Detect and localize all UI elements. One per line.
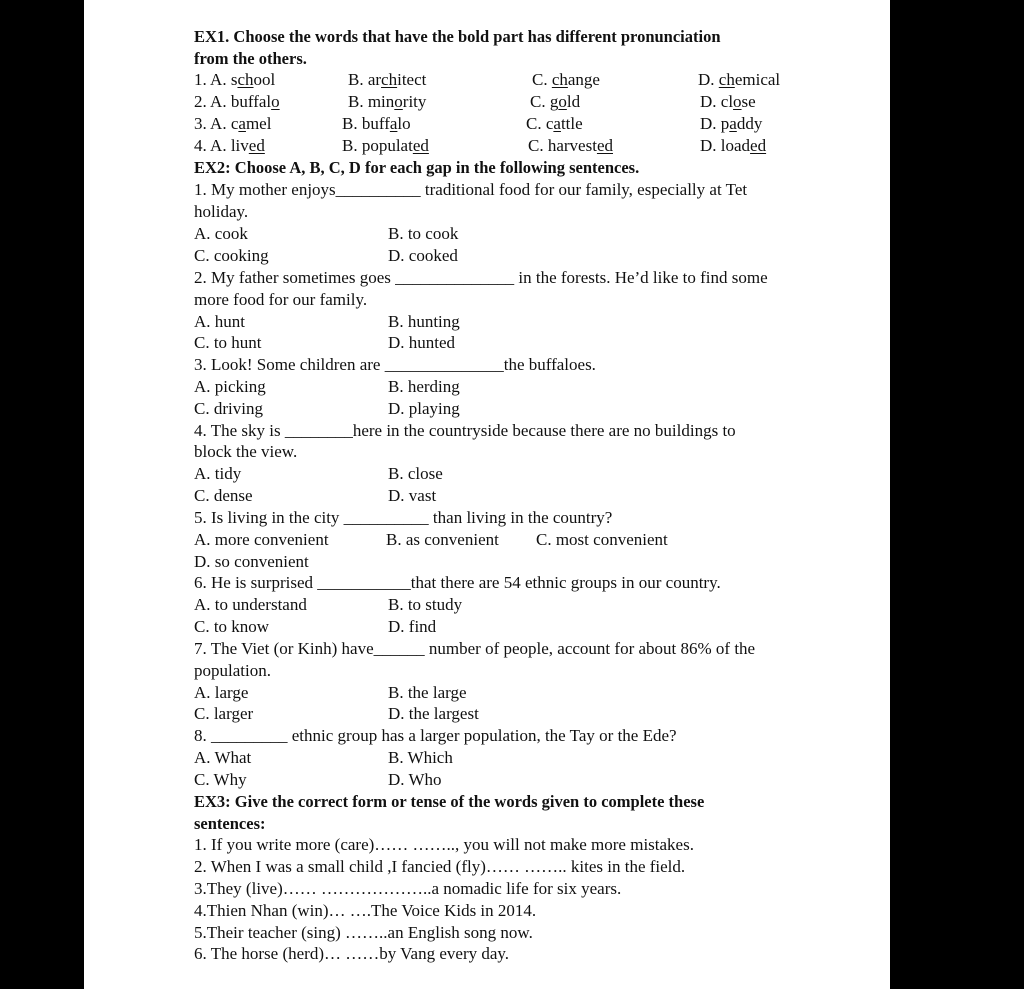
ex1-option: 2. A. buffalo (194, 92, 280, 111)
ex1-heading: EX1. Choose the words that have the bold part has different pronunciation (194, 27, 721, 46)
worksheet-page (84, 0, 890, 989)
option-c: C. larger (194, 704, 254, 723)
option-d: D. playing (388, 399, 460, 418)
ex2-q5-options-abc (194, 529, 894, 550)
ex2-q7-options-cd (194, 703, 894, 724)
ex3-heading-cont: sentences: (194, 814, 266, 833)
ex2-q3-options-ab (194, 376, 894, 397)
option-b: B. Which (388, 748, 453, 767)
ex2-q4-options-cd (194, 485, 894, 506)
option-b: B. hunting (388, 312, 460, 331)
option-c: C. dense (194, 486, 253, 505)
ex1-row-4 (194, 135, 894, 156)
ex2-q4-options-ab (194, 463, 894, 484)
ex2-q2-text: 2. My father sometimes goes ______________ in the forests. He’d like to find some (194, 268, 768, 287)
option-b: B. close (388, 464, 443, 483)
option-b: B. to cook (388, 224, 459, 243)
ex3-item-5: 5.Their teacher (sing) ……..an English song now. (194, 923, 533, 942)
ex2-q8-options-cd (194, 769, 894, 790)
option-a: A. large (194, 683, 249, 702)
ex1-option: D. close (700, 92, 756, 111)
ex3-item-6: 6. The horse (herd)… ……by Vang every day. (194, 944, 510, 963)
option-a: A. to understand (194, 595, 307, 614)
ex2-q6-options-cd (194, 616, 894, 637)
ex2-q6-options-ab (194, 594, 894, 615)
ex3-item-4: 4.Thien Nhan (win)… ….The Voice Kids in 2014. (194, 901, 537, 920)
option-c: C. most convenient (536, 530, 668, 549)
ex2-q2-text-cont: more food for our family. (194, 290, 368, 309)
ex3-item-2: 2. When I was a small child ,I fancied (fly)…… …….. kites in the field. (194, 857, 686, 876)
ex2-q8-options-ab (194, 747, 894, 768)
ex3-item-1: 1. If you write more (care)…… …….., you will not make more mistakes. (194, 835, 694, 854)
ex1-option: C. change (532, 70, 600, 89)
ex2-q4-text-cont: block the view. (194, 442, 298, 461)
ex1-option: D. paddy (700, 114, 763, 133)
ex2-q3-options-cd (194, 398, 894, 419)
option-a: A. hunt (194, 312, 245, 331)
ex2-q1-options-cd (194, 245, 894, 266)
ex1-option: D. loaded (700, 136, 767, 155)
ex1-row-1 (194, 69, 894, 90)
option-c: C. cooking (194, 246, 269, 265)
option-b: B. herding (388, 377, 460, 396)
option-a: A. cook (194, 224, 248, 243)
ex1-option: B. populated (342, 136, 429, 155)
ex1-row-3 (194, 113, 894, 134)
ex1-option: C. cattle (526, 114, 583, 133)
ex1-option: 3. A. camel (194, 114, 272, 133)
option-c: C. Why (194, 770, 247, 789)
ex2-q1-text: 1. My mother enjoys__________ traditional food for our family, especially at Tet (194, 180, 748, 199)
ex2-q7-options-ab (194, 682, 894, 703)
option-d: D. so convenient (194, 552, 309, 571)
ex2-q1-text-cont: holiday. (194, 202, 249, 221)
ex1-option: 1. A. school (194, 70, 276, 89)
option-a: A. tidy (194, 464, 242, 483)
option-d: D. vast (388, 486, 437, 505)
ex1-option: B. minority (348, 92, 427, 111)
ex2-q6-text: 6. He is surprised ___________that there are 54 ethnic groups in our country. (194, 573, 721, 592)
option-a: A. picking (194, 377, 266, 396)
ex1-option: B. buffalo (342, 114, 411, 133)
ex2-q2-options-ab (194, 311, 894, 332)
ex1-option: B. architect (348, 70, 427, 89)
option-d: D. the largest (388, 704, 479, 723)
option-d: D. cooked (388, 246, 458, 265)
ex1-option: 4. A. lived (194, 136, 265, 155)
option-b: B. to study (388, 595, 463, 614)
ex1-row-2 (194, 91, 894, 112)
ex2-q5-text: 5. Is living in the city __________ than living in the country? (194, 508, 613, 527)
option-c: C. to know (194, 617, 270, 636)
ex2-heading: EX2: Choose A, B, C, D for each gap in the following sentences. (194, 158, 640, 177)
ex2-q8-text: 8. _________ ethnic group has a larger population, the Tay or the Ede? (194, 726, 677, 745)
ex1-option: C. gold (530, 92, 581, 111)
option-a: A. What (194, 748, 252, 767)
ex2-q1-options-ab (194, 223, 894, 244)
option-b: B. as convenient (386, 530, 499, 549)
option-d: D. find (388, 617, 437, 636)
ex1-option: D. chemical (698, 70, 781, 89)
ex1-heading-cont: from the others. (194, 49, 307, 68)
option-d: D. hunted (388, 333, 456, 352)
option-a: A. more convenient (194, 530, 329, 549)
option-c: C. driving (194, 399, 263, 418)
ex2-q2-options-cd (194, 332, 894, 353)
ex3-heading: EX3: Give the correct form or tense of the words given to complete these (194, 792, 705, 811)
option-c: C. to hunt (194, 333, 262, 352)
ex3-item-3: 3.They (live)…… ………………..a nomadic life for six years. (194, 879, 622, 898)
ex2-q7-text-cont: population. (194, 661, 271, 680)
ex1-option: C. harvested (528, 136, 613, 155)
ex2-q4-text: 4. The sky is ________here in the countryside because there are no buildings to (194, 421, 736, 440)
ex2-q3-text: 3. Look! Some children are ______________the buffaloes. (194, 355, 596, 374)
ex2-q7-text: 7. The Viet (or Kinh) have______ number of people, account for about 86% of the (194, 639, 756, 658)
option-b: B. the large (388, 683, 467, 702)
option-d: D. Who (388, 770, 442, 789)
